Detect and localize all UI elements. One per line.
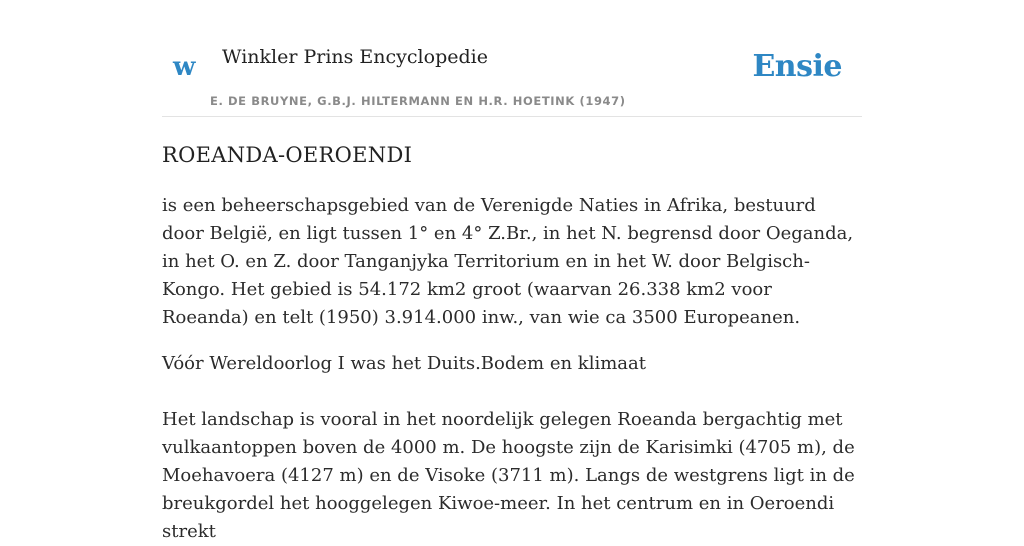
site-header — [162, 0, 862, 117]
article-paragraph-intro: is een beheerschapsgebied van de Verenigde Naties in Afrika, bestuurd door België, en ligt tussen 1° en 4° Z.Br., in het N. begrensd door Oeganda, in het O. en Z. door Tanganjyka Territorium en in het W. door Belgisch-Kongo. Het gebied is 54.172 km2 groot (waarvan 26.338 km2 voor Roeanda) en telt (1950) 3.914.000 inw., van wie ca 3500 Europeanen. — [162, 195, 854, 328]
authors-line: E. DE BRUYNE, G.B.J. HILTERMANN EN H.R. HOETINK (1947) — [210, 94, 626, 108]
article-body — [162, 140, 862, 546]
article-paragraph-history: Vóór Wereldoorlog I was het Duits.Bodem en klimaat — [162, 353, 646, 374]
article-paragraph-landscape: Het landschap is vooral in het noordelijk gelegen Roeanda bergachtig met vulkaantoppen boven de 4000 m. De hoogste zijn de Karisimki (4705 m), de Moehavoera (4127 m) en de Visoke (3711 m). Langs de westgrens ligt in de breukgordel het hooggelegen Kiwoe-meer. In het centrum en in Oeroendi strekt — [162, 409, 855, 542]
site-title[interactable]: Winkler Prins Encyclopedie — [222, 46, 488, 68]
article-title: ROEANDA-OEROENDI — [162, 143, 413, 167]
winkler-prins-logo-icon[interactable]: w — [173, 52, 196, 82]
ensie-brand-logo[interactable]: Ensie — [752, 49, 842, 84]
